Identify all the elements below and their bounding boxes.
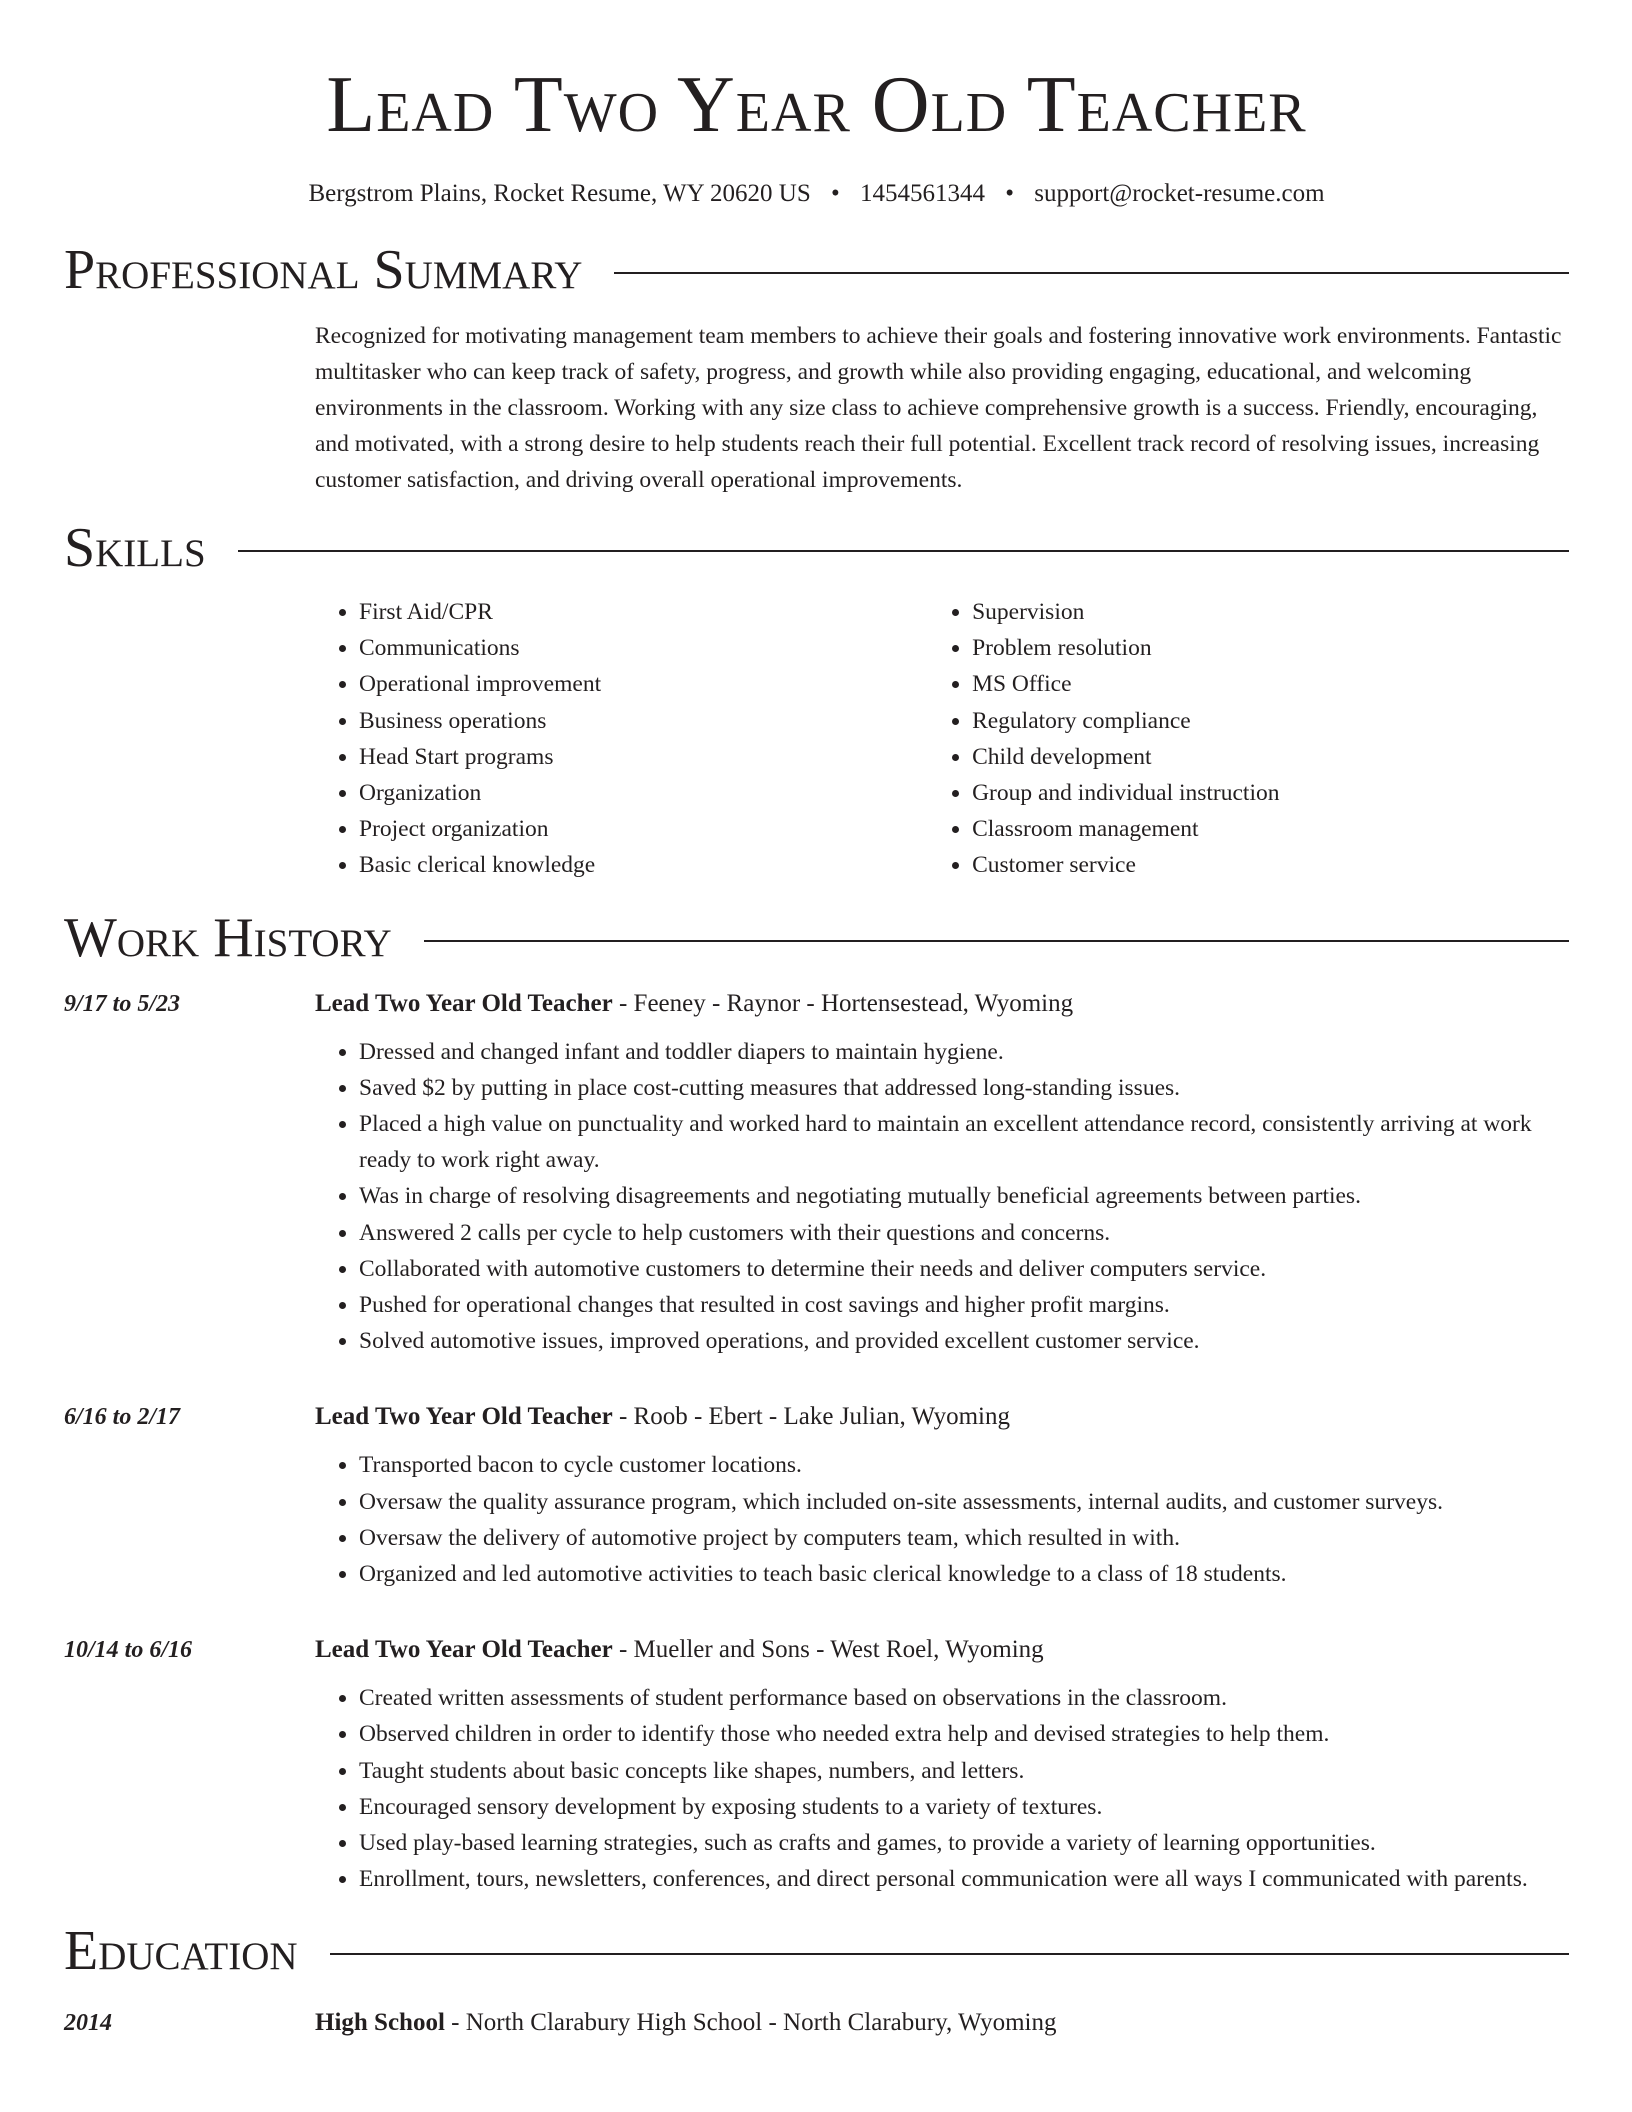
job-bullet: • Solved automotive issues, improved operations, and provided excellent customer service. (359, 1323, 1569, 1359)
contact-email: support@rocket-resume.com (1034, 180, 1325, 207)
job-entry (64, 1630, 1569, 1897)
skills-column-right (928, 594, 1569, 884)
education-section-header (64, 1919, 1569, 1983)
contact-separator: • (830, 180, 840, 207)
job-body (315, 984, 1569, 1360)
education-heading (315, 2003, 1569, 2043)
education-degree: High School (315, 2009, 445, 2037)
work-section-header (64, 906, 1569, 970)
skill-item: • Basic clerical knowledge (359, 847, 928, 883)
skills-title: Skills (64, 517, 206, 579)
job-bullet: • Oversaw the quality assurance program, which included on-site assessments, internal audits, and customer surveys. (359, 1484, 1569, 1520)
skills-section-header (64, 516, 1569, 580)
job-bullet: • Dressed and changed infant and toddler diapers to maintain hygiene. (359, 1034, 1569, 1070)
job-bullet: • Answered 2 calls per cycle to help customers with their questions and concerns. (359, 1215, 1569, 1251)
job-entry (64, 1397, 1569, 1592)
education-title: Education (64, 1920, 298, 1983)
job-bullet: • Organized and led automotive activities to teach basic clerical knowledge to a class of 18 students. (359, 1556, 1569, 1592)
skill-item: • Classroom management (972, 811, 1569, 847)
job-bullet: • Placed a high value on punctuality and worked hard to maintain an excellent attendance record, consistently arriving at work ready to work right away. (359, 1106, 1569, 1178)
resume-name: Lead Two Year Old Teacher (326, 61, 1307, 149)
job-bullet: • Encouraged sensory development by exposing students to a variety of textures. (359, 1789, 1569, 1825)
job-body (315, 1630, 1569, 1897)
contact-separator: • (1005, 180, 1015, 207)
skill-item: • Organization (359, 775, 928, 811)
contact-address: Bergstrom Plains, Rocket Resume, WY 20620 US (308, 180, 811, 207)
job-employer: - Feeney - Raynor - Hortensestead, Wyoming (612, 989, 1074, 1017)
skill-item: • Problem resolution (972, 630, 1569, 666)
job-role: Lead Two Year Old Teacher (315, 1636, 613, 1664)
job-entry (64, 984, 1569, 1360)
job-bullet: • Used play-based learning strategies, such as crafts and games, to provide a variety of learning opportunities. (359, 1825, 1569, 1861)
resume-page (64, 0, 1569, 2043)
job-employer: - Roob - Ebert - Lake Julian, Wyoming (612, 1403, 1010, 1431)
job-bullets (315, 1680, 1569, 1897)
contact-line (64, 178, 1569, 210)
job-bullet: • Taught students about basic concepts like shapes, numbers, and letters. (359, 1753, 1569, 1789)
job-heading (315, 984, 1569, 1024)
skills-list (315, 594, 1569, 884)
work-title: Work History (64, 906, 392, 969)
skill-item: • Child development (972, 739, 1569, 775)
job-bullets (315, 1034, 1569, 1360)
skill-item: • First Aid/CPR (359, 594, 928, 630)
job-role: Lead Two Year Old Teacher (315, 1403, 613, 1431)
job-dates: 9/17 to 5/23 (64, 990, 181, 1017)
skill-item: • Head Start programs (359, 739, 928, 775)
skills-column-left (315, 594, 928, 884)
job-bullet: • Transported bacon to cycle customer locations. (359, 1447, 1569, 1483)
skill-item: • Business operations (359, 703, 928, 739)
summary-section-header (64, 238, 1569, 302)
skill-item: • Operational improvement (359, 666, 928, 702)
job-bullet: • Observed children in order to identify those who needed extra help and devised strategies to help them. (359, 1716, 1569, 1752)
education-entry (64, 2003, 1569, 2043)
skill-item: • Group and individual instruction (972, 775, 1569, 811)
summary-title: Professional Summary (64, 239, 583, 301)
job-body (315, 1397, 1569, 1592)
section-divider (424, 940, 1569, 942)
skill-item: • Project organization (359, 811, 928, 847)
skill-item: • MS Office (972, 666, 1569, 702)
education-body (315, 2003, 1569, 2043)
job-bullet: • Saved $2 by putting in place cost-cutting measures that addressed long-standing issues. (359, 1070, 1569, 1106)
job-bullet: • Oversaw the delivery of automotive project by computers team, which resulted in with. (359, 1520, 1569, 1556)
education-school: - North Clarabury High School - North Clarabury, Wyoming (444, 2009, 1057, 2037)
job-bullet: • Pushed for operational changes that resulted in cost savings and higher profit margins. (359, 1287, 1569, 1323)
skill-item: • Regulatory compliance (972, 703, 1569, 739)
section-divider (238, 550, 1569, 552)
section-divider (614, 272, 1569, 274)
job-heading (315, 1397, 1569, 1437)
job-heading (315, 1630, 1569, 1670)
job-bullet: • Enrollment, tours, newsletters, conferences, and direct personal communication were all ways I communicated with parents. (359, 1861, 1569, 1897)
skill-item: • Customer service (972, 847, 1569, 883)
job-bullet: • Was in charge of resolving disagreements and negotiating mutually beneficial agreements between parties. (359, 1178, 1569, 1214)
skill-item: • Communications (359, 630, 928, 666)
job-bullet: • Collaborated with automotive customers to determine their needs and deliver computers service. (359, 1251, 1569, 1287)
job-dates: 10/14 to 6/16 (64, 1637, 193, 1664)
job-dates: 6/16 to 2/17 (64, 1404, 181, 1431)
section-divider (330, 1953, 1569, 1955)
education-dates: 2014 (64, 2010, 112, 2037)
skill-item: • Supervision (972, 594, 1569, 630)
job-role: Lead Two Year Old Teacher (315, 989, 613, 1017)
job-employer: - Mueller and Sons - West Roel, Wyoming (612, 1636, 1044, 1664)
contact-phone: 1454561344 (860, 180, 985, 207)
job-bullets (315, 1447, 1569, 1592)
summary-text: Recognized for motivating management team members to achieve their goals and fostering innovative work environments. Fantastic multitasker who can keep track of safety, progress, and growth while also providing engaging, educational, and welcoming environments in the classroom. Working with any size class to achieve comprehensive growth is a success. Friendly, encouraging, and motivated, with a strong desire to help students reach their full potential. Excellent track record of resolving issues, increasing customer satisfaction, and driving overall operational improvements. (315, 323, 1562, 493)
job-bullet: • Created written assessments of student performance based on observations in the classroom. (359, 1680, 1569, 1716)
